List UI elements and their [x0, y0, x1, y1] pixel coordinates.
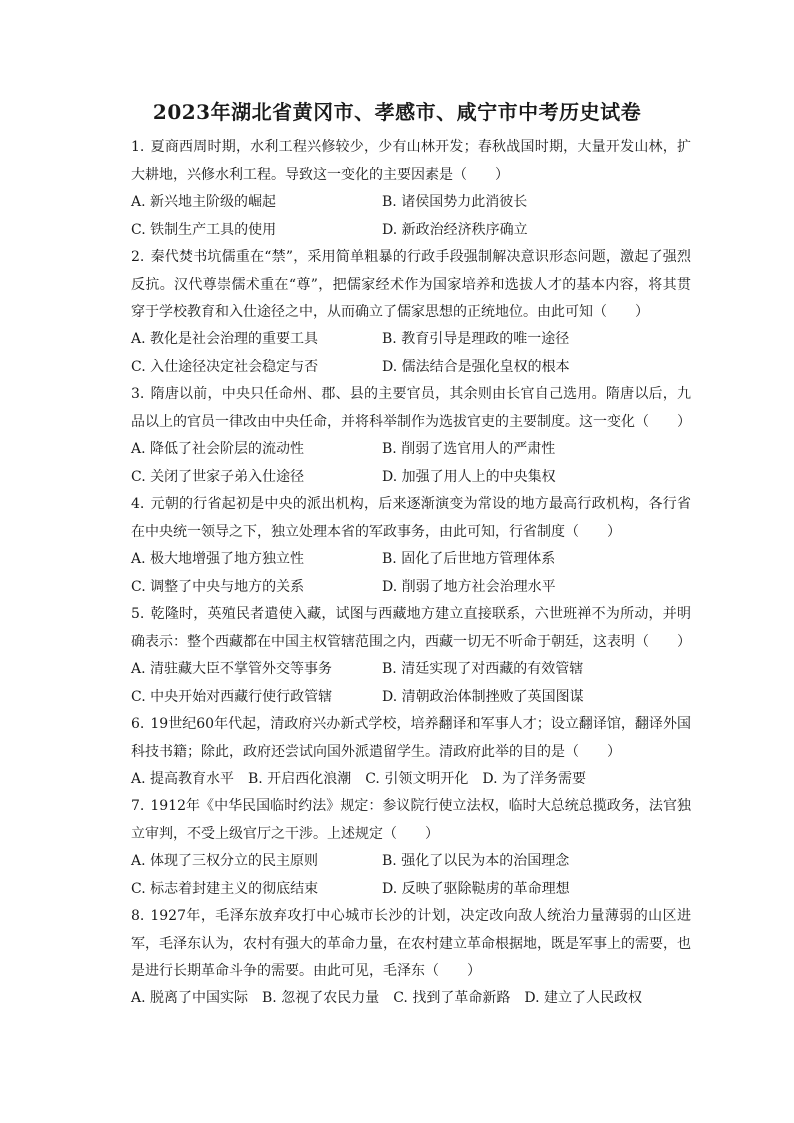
option-b[interactable]: B. 教育引导是理政的唯一途径 [382, 331, 570, 347]
option-d[interactable]: D. 清朝政治体制挫败了英国图谋 [382, 688, 584, 705]
option-a[interactable]: A. 体现了三权分立的民主原则 [131, 853, 319, 869]
option-b[interactable]: B. 强化了以民为本的治国理念 [382, 853, 570, 869]
question-stem: 1927年，毛泽东放弃攻打中心城市长沙的计划，决定改向敌人统治力量薄弱的山区进军，毛泽东认为，农村有强大的革命力量，在农村建立革命根据地，既是军事上的需要，也是进行长期革命斗争的需要。由此可见，毛泽东（ ） [131, 908, 691, 979]
question-1 [131, 134, 691, 189]
question-2-options [131, 326, 691, 381]
option-b[interactable]: B. 清廷实现了对西藏的有效管辖 [382, 661, 584, 677]
option-c[interactable]: C. 标志着封建主义的彻底结束 [131, 880, 319, 897]
question-number: 8. [131, 908, 145, 924]
option-d[interactable]: D. 儒法结合是强化皇权的根本 [382, 358, 570, 375]
option-a[interactable]: A. 清驻藏大臣不掌管外交等事务 [131, 661, 333, 677]
option-c[interactable]: C. 找到了革命新路 [393, 990, 511, 1006]
option-d[interactable]: D. 削弱了地方社会治理水平 [382, 578, 556, 595]
option-b[interactable]: B. 忽视了农民力量 [262, 990, 380, 1006]
option-c[interactable]: C. 调整了中央与地方的关系 [131, 578, 305, 595]
question-number: 2. [131, 249, 145, 265]
question-stem: 秦代焚书坑儒重在“禁”，采用简单粗暴的行政手段强制解决意识形态问题，激起了强烈反抗。汉代尊崇儒术重在“尊”，把儒家经术作为国家培养和选拔人才的基本内容，将其贯穿于学校教育和入仕途径之中，从而确立了儒家思想的正统地位。由此可知（ ） [131, 249, 691, 320]
question-3 [131, 381, 691, 436]
option-d[interactable]: D. 为了洋务需要 [482, 771, 586, 787]
option-c[interactable]: C. 铁制生产工具的使用 [131, 221, 277, 238]
question-2 [131, 244, 691, 327]
option-d[interactable]: D. 加强了用人上的中央集权 [382, 468, 556, 485]
question-number: 1. [131, 139, 145, 155]
option-b[interactable]: B. 开启西化浪潮 [248, 771, 352, 787]
option-a[interactable]: A. 教化是社会治理的重要工具 [131, 331, 319, 347]
option-a[interactable]: A. 脱离了中国实际 [131, 990, 249, 1006]
option-a[interactable]: A. 降低了社会阶层的流动性 [131, 441, 305, 457]
question-6-options [131, 766, 691, 794]
option-c[interactable]: C. 入仕途径决定社会稳定与否 [131, 358, 319, 375]
question-8 [131, 903, 691, 986]
question-7-options [131, 848, 691, 903]
option-b[interactable]: B. 诸侯国势力此消彼长 [382, 194, 528, 210]
question-stem: 元朝的行省起初是中央的派出机构，后来逐渐演变为常设的地方最高行政机构，各行省在中央统一领导之下，独立处理本省的军政事务，由此可知，行省制度（ ） [131, 496, 691, 540]
option-c[interactable]: C. 中央开始对西藏行使行政管辖 [131, 688, 333, 705]
option-d[interactable]: D. 建立了人民政权 [524, 990, 642, 1006]
option-d[interactable]: D. 新政治经济秩序确立 [382, 221, 528, 238]
question-stem: 夏商西周时期，水利工程兴修较少，少有山林开发；春秋战国时期，大量开发山林，扩大耕地，兴修水利工程。导致这一变化的主要因素是（ ） [131, 139, 691, 183]
question-4 [131, 491, 691, 546]
option-a[interactable]: A. 极大地增强了地方独立性 [131, 551, 305, 567]
page-title: 2023年湖北省黄冈市、孝感市、咸宁市中考历史试卷 [152, 100, 642, 124]
option-b[interactable]: B. 削弱了选官用人的严肃性 [382, 441, 556, 457]
question-5 [131, 601, 691, 656]
question-number: 5. [131, 606, 145, 622]
option-c[interactable]: C. 关闭了世家子弟入仕途径 [131, 468, 305, 485]
question-stem: 乾隆时，英殖民者遣使入藏，试图与西藏地方建立直接联系，六世班禅不为所动，并明确表示：整个西藏都在中国主权管辖范围之内，西藏一切无不听命于朝廷，这表明（ ） [131, 606, 691, 650]
question-8-options [131, 985, 691, 1013]
question-4-options [131, 546, 691, 601]
option-a[interactable]: A. 提高教育水平 [131, 771, 235, 787]
option-d[interactable]: D. 反映了驱除鞑虏的革命理想 [382, 880, 570, 897]
question-5-options [131, 656, 691, 711]
option-a[interactable]: A. 新兴地主阶级的崛起 [131, 194, 277, 210]
question-stem: 19世纪60年代起，清政府兴办新式学校，培养翻译和军事人才；设立翻译馆，翻译外国科技书籍；除此，政府还尝试向国外派遣留学生。清政府此举的目的是（ ） [131, 716, 691, 760]
question-6 [131, 711, 691, 766]
question-number: 7. [131, 798, 145, 814]
question-number: 6. [131, 716, 145, 732]
question-3-options [131, 436, 691, 491]
option-c[interactable]: C. 引领文明开化 [365, 771, 469, 787]
question-number: 4. [131, 496, 145, 512]
question-1-options [131, 189, 691, 244]
question-stem: 隋唐以前，中央只任命州、郡、县的主要官员，其余则由长官自己选用。隋唐以后，九品以上的官员一律改由中央任命，并将科举制作为选拔官吏的主要制度。这一变化（ ） [131, 386, 691, 430]
question-stem: 1912年《中华民国临时约法》规定：参议院行使立法权，临时大总统总揽政务，法官独立审判，不受上级官厅之干涉。上述规定（ ） [131, 798, 691, 842]
option-b[interactable]: B. 固化了后世地方管理体系 [382, 551, 556, 567]
question-number: 3. [131, 386, 145, 402]
question-7 [131, 793, 691, 848]
